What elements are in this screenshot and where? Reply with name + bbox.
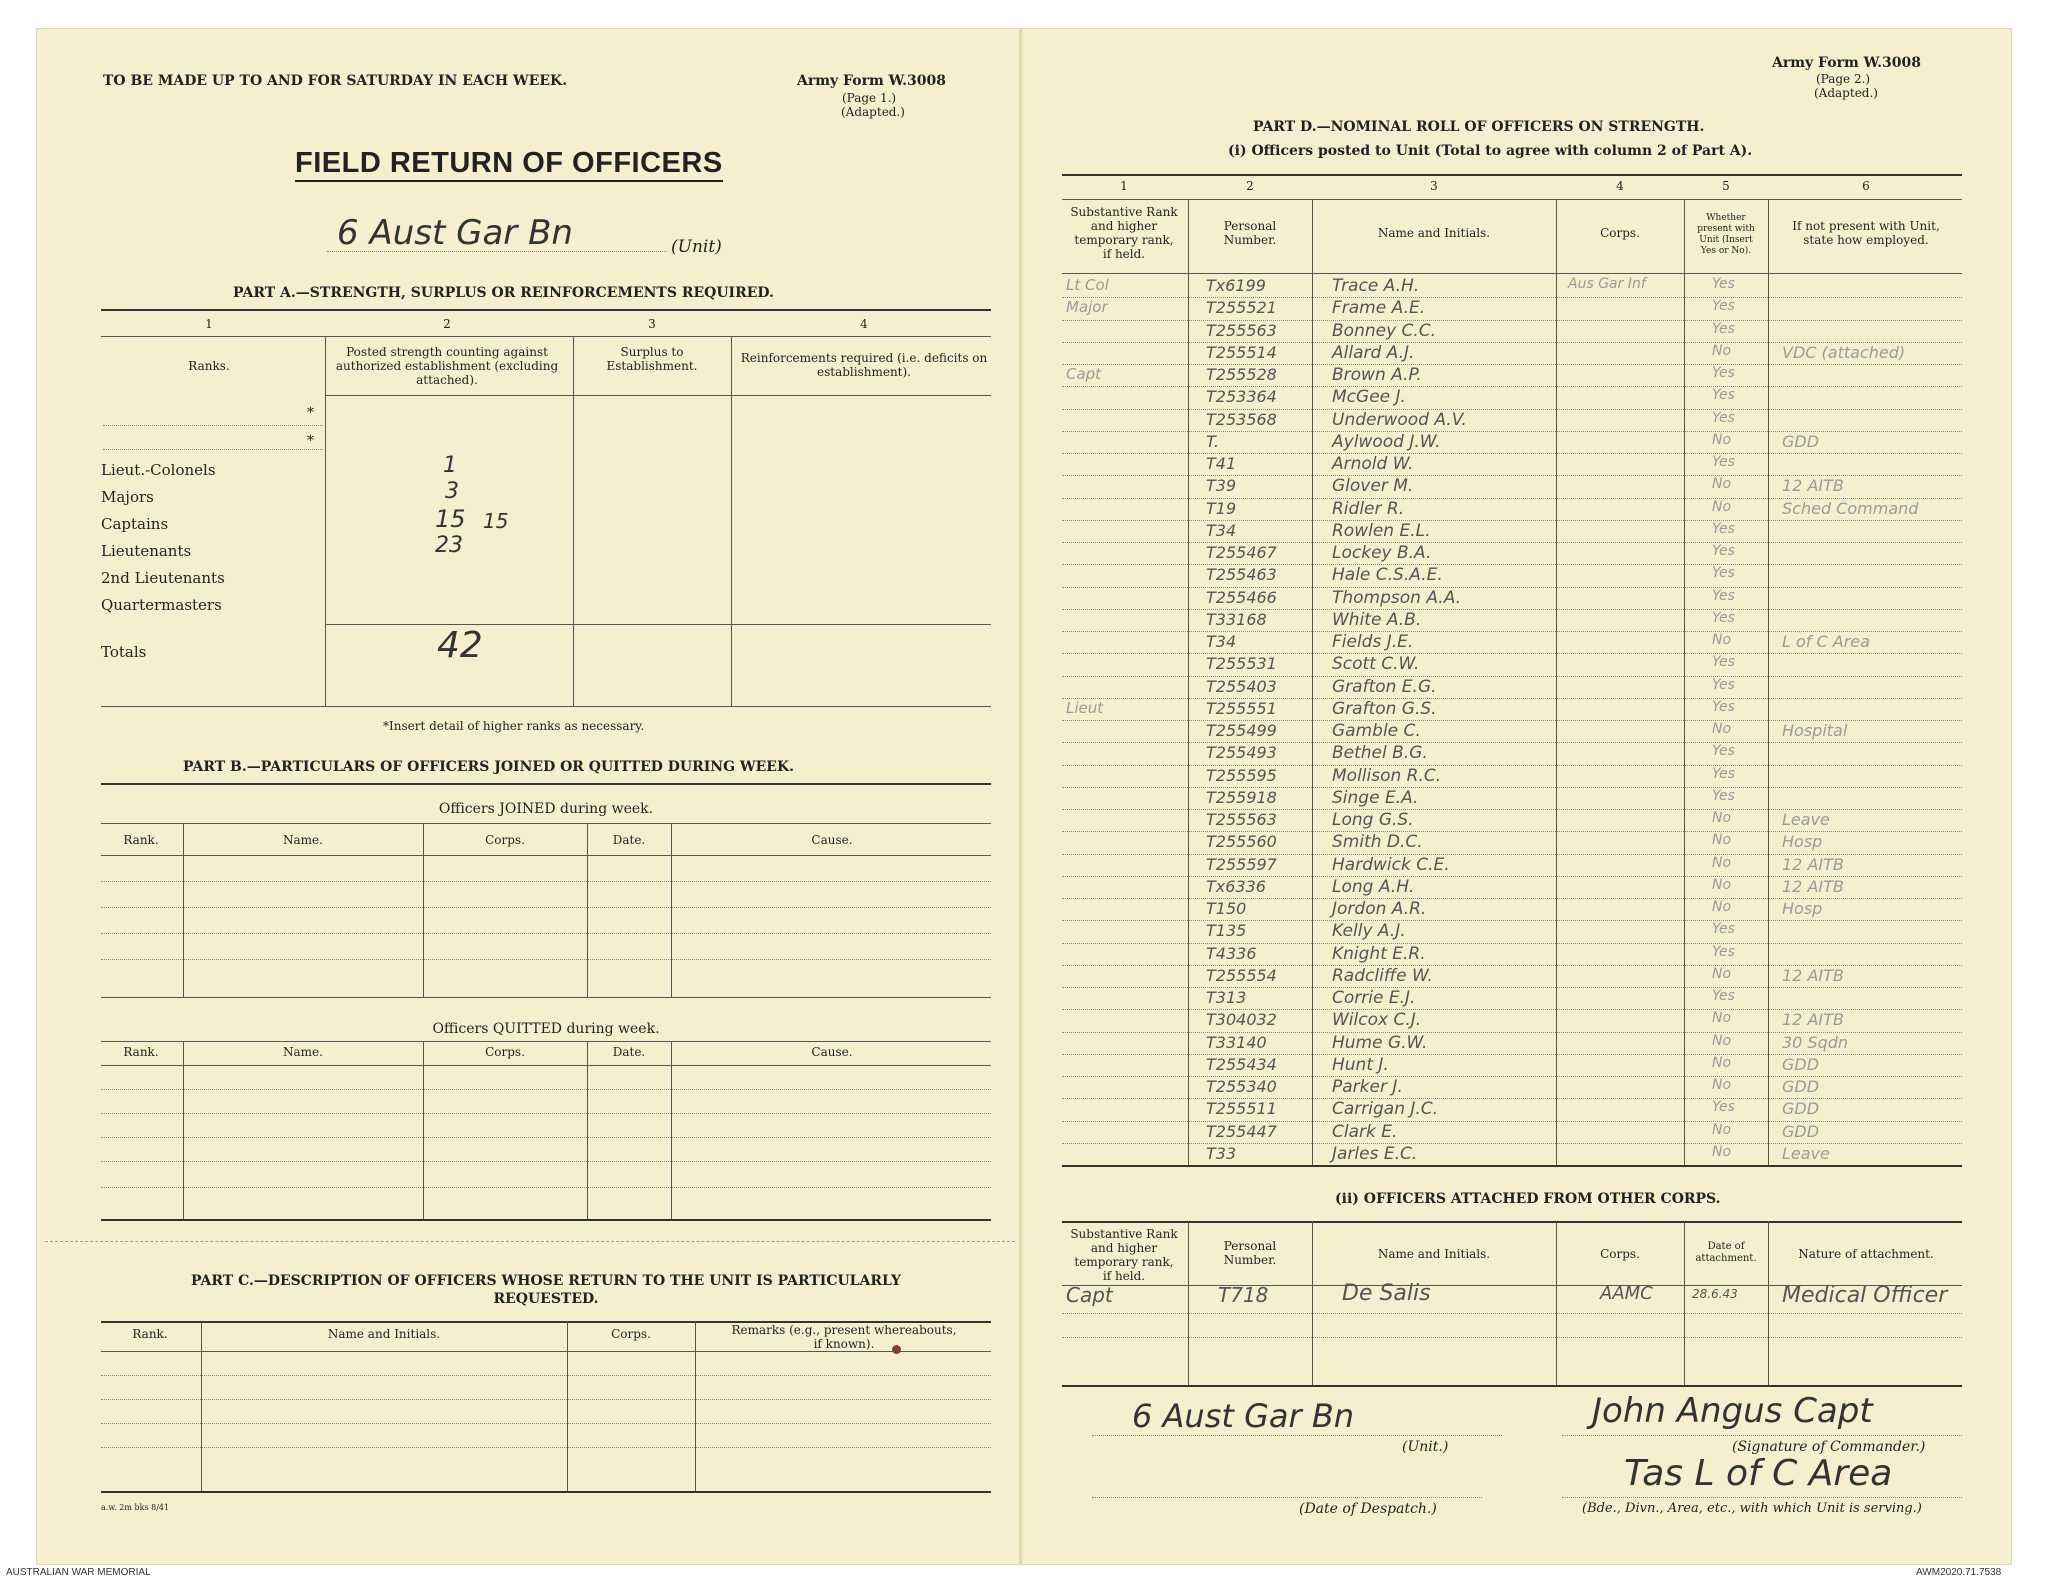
roll-row-line xyxy=(1062,920,1962,921)
roll-row-line xyxy=(1062,987,1962,988)
roll-cell-name: Trace A.H. xyxy=(1332,276,1420,296)
roll-cell-employed: L of C Area xyxy=(1782,632,1870,651)
roll-cell-num: T255551 xyxy=(1206,698,1277,718)
col-number: 2 xyxy=(443,317,451,331)
roll-cell-employed: Leave xyxy=(1782,810,1830,829)
roll-cell-employed: Hosp xyxy=(1782,899,1823,918)
roll-cell-rank: Major xyxy=(1066,298,1108,317)
roll-cell-num: T33168 xyxy=(1206,609,1267,629)
totals-label: Totals xyxy=(101,643,147,661)
form-title: FIELD RETURN OF OFFICERS xyxy=(295,147,723,182)
roll-cell-name: Smith D.C. xyxy=(1332,832,1423,853)
roll-row-line xyxy=(1062,564,1962,565)
roll-cell-employed: 30 Sqdn xyxy=(1782,1032,1849,1052)
roll-cell-name: Bonney C.C. xyxy=(1332,320,1437,341)
roll-cell-present: No xyxy=(1712,632,1732,648)
roll-cell-name: Glover M. xyxy=(1332,476,1414,497)
roll-cell-num: T41 xyxy=(1206,454,1237,473)
roll-cell-present: Yes xyxy=(1712,543,1735,559)
roll-cell-name: Allard A.J. xyxy=(1332,342,1415,363)
roll-cell-present: No xyxy=(1712,431,1732,448)
roll-cell-num: Tx6199 xyxy=(1206,276,1266,295)
roll-cell-num: T33140 xyxy=(1206,1032,1267,1052)
totals-value: 42 xyxy=(437,625,483,666)
roll-cell-num: T4336 xyxy=(1206,943,1257,963)
roll-cell-name: Grafton G.S. xyxy=(1332,698,1437,719)
form-id: Army Form W.3008 xyxy=(797,73,947,89)
roll-cell-num: T253364 xyxy=(1206,387,1277,407)
ink-spot xyxy=(892,1345,901,1354)
roll-cell-name: Hume G.W. xyxy=(1332,1032,1428,1053)
roll-cell-num: T255493 xyxy=(1206,743,1277,763)
joined-title: Officers JOINED during week. xyxy=(438,801,654,817)
roll-cell-present: Yes xyxy=(1712,520,1735,537)
roll-cell-num: T255554 xyxy=(1206,965,1277,985)
rank-label: Majors xyxy=(101,488,154,506)
roll-cell-name: Brown A.P. xyxy=(1332,365,1422,385)
roll-cell-name: Clark E. xyxy=(1332,1121,1398,1142)
roll-cell-name: Knight E.R. xyxy=(1332,943,1426,964)
roll-cell-name: Underwood A.V. xyxy=(1332,409,1467,430)
roll-cell-name: McGee J. xyxy=(1332,387,1406,408)
roll-cell-num: T255560 xyxy=(1206,832,1277,852)
roll-row-line xyxy=(1062,742,1962,743)
roll-cell-present: Yes xyxy=(1712,921,1735,938)
roll-cell-num: T33 xyxy=(1206,1143,1237,1163)
roll-cell-num: T255563 xyxy=(1206,810,1277,829)
rank-label: Lieutenants xyxy=(101,542,192,560)
roll-row-line xyxy=(1062,1054,1962,1055)
header-instruction: TO BE MADE UP TO AND FOR SATURDAY IN EACH WEEK. xyxy=(103,73,568,89)
roll-cell-present: No xyxy=(1712,965,1732,982)
roll-cell-name: Lockey B.A. xyxy=(1332,543,1432,563)
roll-cell-name: Hale C.S.A.E. xyxy=(1332,565,1443,586)
roll-cell-num: T34 xyxy=(1206,632,1237,651)
despatch-label: (Date of Despatch.) xyxy=(1299,1501,1437,1517)
roll-row-line xyxy=(1062,297,1962,298)
posted-value: 15 xyxy=(435,505,466,533)
col-header-ranks: Ranks. xyxy=(188,359,230,373)
attached-nature: Medical Officer xyxy=(1782,1283,1948,1308)
roll-cell-present: Yes xyxy=(1712,698,1735,715)
roll-cell-num: T150 xyxy=(1206,899,1247,918)
roll-row-line xyxy=(1062,1076,1962,1077)
col-number: 1 xyxy=(205,317,213,331)
col-header-surplus: Surplus to Establishment. xyxy=(606,345,698,373)
form-sheet xyxy=(36,28,2012,1565)
roll-cell-employed: VDC (attached) xyxy=(1782,342,1906,362)
roll-cell-num: T255434 xyxy=(1206,1054,1277,1074)
roll-cell-name: Frame A.E. xyxy=(1332,298,1426,319)
part-a-heading: PART A.—STRENGTH, SURPLUS OR REINFORCEMENTS REQUIRED. xyxy=(233,285,774,301)
col-number: 4 xyxy=(860,317,868,331)
roll-row-line xyxy=(1062,364,1962,365)
roll-row-line xyxy=(1062,765,1962,766)
part-b-heading: PART B.—PARTICULARS OF OFFICERS JOINED OR QUITTED DURING WEEK. xyxy=(183,759,795,775)
part-d-subheading: (i) Officers posted to Unit (Total to agree with column 2 of Part A). xyxy=(1228,143,1753,159)
roll-cell-present: Yes xyxy=(1712,787,1735,804)
roll-cell-num: T255447 xyxy=(1206,1121,1277,1141)
roll-cell-num: T135 xyxy=(1206,921,1247,941)
roll-cell-name: Scott C.W. xyxy=(1332,654,1420,675)
roll-cell-employed: 12 AITB xyxy=(1782,1010,1844,1030)
roll-cell-rank: Lieut xyxy=(1066,698,1104,717)
roll-cell-employed: 12 AITB xyxy=(1782,476,1844,496)
attached-name: De Salis xyxy=(1342,1281,1431,1306)
part-d-heading: PART D.—NOMINAL ROLL OF OFFICERS ON STRENGTH. xyxy=(1253,119,1705,135)
roll-cell-num: T255511 xyxy=(1206,1099,1277,1119)
roll-row-line xyxy=(1062,653,1962,654)
roll-row-line xyxy=(1062,831,1962,832)
roll-cell-num: T255528 xyxy=(1206,365,1277,384)
footer-left: AUSTRALIAN WAR MEMORIAL xyxy=(6,1567,151,1578)
roll-cell-present: No xyxy=(1712,876,1732,893)
roll-cell-name: Radcliffe W. xyxy=(1332,965,1433,986)
roll-cell-present: Yes xyxy=(1712,365,1735,381)
roll-row-line xyxy=(1062,409,1962,410)
roll-cell-num: T313 xyxy=(1206,988,1247,1007)
roll-cell-employed: GDD xyxy=(1782,431,1820,451)
roll-cell-name: Wilcox C.J. xyxy=(1332,1010,1422,1031)
page-2: Army Form W.3008 (Page 2.) (Adapted.) PART D.—NOMINAL ROLL OF OFFICERS ON STRENGTH. (i) Officers posted to Unit (Total to agree with column 2 of Part A). 1 2 3 4 5 6 Substantive Rank and higher temporary rank, if held. Personal Number. Name and Initials. Corps. Whether present with Unit (Insert Yes or No). If not present with Unit, state how employed. Lt Col Tx6199 Trace A.H. Aus Gar Inf Yes Major T255521 Frame A.E. Yes T255563 Bonney C.C. Yes T255514 Allard A.J. No VDC (attached) Capt T255528 Brown A.P. Yes T253364 McGee J. Yes T253568 Underwood A.V. Yes T. Aylwood J.W. No GDD T41 Arnold W. Yes T39 Glover M. No 12 AITB T19 Ridler R. No Sched Command T34 Rowlen E.L. Yes T255467 Lockey B.A. Yes T255463 Hale C.S.A.E. Yes T255466 Thompson A.A. Yes T33168 White A.B. Yes T34 Fields J.E. No L of C Area T255531 Scott C.W. Yes T255403 Grafton E.G. Yes Lieut T255551 Grafton G.S. Yes T255499 Gamble C. No Hospital T255493 Bethel B.G. Yes T255595 Mollison R.C. Yes T255918 Singe E.A. Yes T255563 Long G.S. No Leave T255560 Smith D.C. No Hosp T255597 Hardwick C.E. No 12 AITB Tx6336 Long A.H. No 12 AITB T150 Jordon A.R. No Hosp T135 Kelly A.J. Yes T4336 Knight E.R. Yes T255554 Radcliffe W. No 12 AITB T313 Corrie E.J. Yes T304032 Wilcox C.J. No 12 AITB T33140 Hume G.W. No 30 Sqdn T255434 Hunt J. No GDD T255340 Parker J. No GDD T255511 Carrigan J.C. Yes GDD T255447 Clark E. No GDD T33 Jarles E.C. No Leave (ii) OFFICERS ATTACHED FROM OTHER CORPS. Substantive Rank and higher temporary rank, if held. Personal Number. Name and Initials. Corps. Date of attachment. Nature of attachment. Capt T718 De Salis AAMC 28.6.43 Medical Officer 6 Aust Gar Bn (Unit.) John Angus Capt (Signature of Commander.) (Date of Despatch.) Tas L of C Area (Bde., Divn., Area, etc., with which Unit is serving.) xyxy=(1022,29,2011,1564)
roll-cell-num: T39 xyxy=(1206,476,1237,496)
roll-cell-employed: Leave xyxy=(1782,1143,1830,1163)
roll-cell-present: Yes xyxy=(1712,676,1735,693)
roll-cell-present: No xyxy=(1712,721,1732,737)
form-id-2: Army Form W.3008 xyxy=(1772,55,1922,71)
roll-cell-name: Arnold W. xyxy=(1332,454,1414,474)
roll-row-line xyxy=(1062,898,1962,899)
attached-corps: AAMC xyxy=(1600,1283,1653,1304)
print-code: a.w. 2m bks 8/41 xyxy=(101,1503,170,1512)
roll-cell-employed: 12 AITB xyxy=(1782,854,1844,874)
roll-cell-employed: Hospital xyxy=(1782,721,1848,740)
roll-cell-name: Singe E.A. xyxy=(1332,787,1419,808)
roll-cell-name: White A.B. xyxy=(1332,609,1422,630)
surplus-value: 15 xyxy=(483,509,509,533)
roll-cell-num: T255531 xyxy=(1206,654,1277,674)
roll-cell-present: No xyxy=(1712,899,1732,915)
col-number: 3 xyxy=(648,317,656,331)
roll-row-line xyxy=(1062,542,1962,543)
roll-row-line xyxy=(1062,431,1962,432)
roll-cell-employed: Hosp xyxy=(1782,832,1823,852)
page-note: (Page 1.) xyxy=(842,91,897,105)
roll-cell-num: T253568 xyxy=(1206,409,1277,429)
roll-cell-present: No xyxy=(1712,832,1732,849)
roll-row-line xyxy=(1062,1098,1962,1099)
unit-label: (Unit) xyxy=(671,237,722,257)
roll-cell-num: T255403 xyxy=(1206,676,1277,696)
roll-cell-name: Ridler R. xyxy=(1332,498,1405,519)
roll-cell-name: Carrigan J.C. xyxy=(1332,1099,1439,1120)
roll-cell-name: Long G.S. xyxy=(1332,810,1414,830)
roll-cell-name: Bethel B.G. xyxy=(1332,743,1428,764)
roll-cell-corps: Aus Gar Inf xyxy=(1568,276,1646,292)
roll-cell-present: No xyxy=(1712,854,1732,871)
attached-heading: (ii) OFFICERS ATTACHED FROM OTHER CORPS. xyxy=(1335,1191,1721,1207)
roll-cell-name: Kelly A.J. xyxy=(1332,921,1406,942)
roll-cell-present: Yes xyxy=(1712,765,1735,782)
roll-cell-name: Long A.H. xyxy=(1332,876,1415,897)
footnote: *Insert detail of higher ranks as necessary. xyxy=(383,719,645,733)
roll-cell-num: T34 xyxy=(1206,520,1237,540)
unit-label-2: (Unit.) xyxy=(1402,1439,1449,1455)
roll-row-line xyxy=(1062,787,1962,788)
roll-cell-present: No xyxy=(1712,1010,1732,1027)
roll-cell-present: No xyxy=(1712,498,1732,515)
roll-cell-num: T255467 xyxy=(1206,543,1277,562)
roll-cell-name: Parker J. xyxy=(1332,1077,1403,1097)
roll-cell-present: Yes xyxy=(1712,1099,1735,1116)
footer-right: AWM2020.71.7538 xyxy=(1916,1567,2002,1578)
rank-label: Lieut.-Colonels xyxy=(101,461,216,479)
attached-rank: Capt xyxy=(1066,1283,1113,1307)
col-header-posted: Posted strength counting against authorized establishment (excluding attached). xyxy=(335,345,559,387)
roll-cell-present: No xyxy=(1712,476,1732,493)
part-c-heading: PART C.—DESCRIPTION OF OFFICERS WHOSE RETURN TO THE UNIT IS PARTICULARLY xyxy=(191,1273,901,1289)
roll-cell-rank: Capt xyxy=(1066,365,1102,383)
roll-cell-present: No xyxy=(1712,1054,1732,1071)
posted-value: 3 xyxy=(445,479,459,504)
roll-row-line xyxy=(1062,453,1962,454)
roll-cell-num: T255595 xyxy=(1206,765,1277,785)
roll-cell-present: Yes xyxy=(1712,565,1735,582)
roll-cell-name: Mollison R.C. xyxy=(1332,765,1442,786)
roll-cell-present: No xyxy=(1712,810,1732,826)
roll-cell-num: T255597 xyxy=(1206,854,1277,874)
roll-cell-employed: GDD xyxy=(1782,1121,1820,1141)
roll-cell-employed: GDD xyxy=(1782,1099,1820,1119)
roll-cell-present: No xyxy=(1712,342,1732,359)
roll-cell-rank: Lt Col xyxy=(1066,276,1109,294)
roll-cell-num: T255563 xyxy=(1206,320,1277,340)
page-1: TO BE MADE UP TO AND FOR SATURDAY IN EACH WEEK. Army Form W.3008 (Page 1.) (Adapted.) FIELD RETURN OF OFFICERS 6 Aust Gar Bn (Unit) PART A.—STRENGTH, SURPLUS OR REINFORCEMENTS REQUIRED. 1 2 3 4 Ranks. Posted strength counting against authorized establishment (excluding attached). Surplus to Establishment. Reinforcements required (i.e. deficits on establishment). * * Lieut.-Colonels Majors Captains Lieutenants 2nd Lieutenants Quartermasters 1 3 15 15 23 Totals 42 *Insert detail of higher ranks as necessary. PART B.—PARTICULARS OF OFFICERS JOINED OR QUITTED DURING WEEK. Officers JOINED during week. Rank. Name. Corps. Date. Cause. Officers QUITTED during week. Rank. Name. Corps. Date. Cause. PART C.—DESCRIPTION OF OFFICERS WHOSE RETURN TO THE UNIT IS PARTICULARLY REQUESTED. Rank. Name and Initials. Corps. Remarks (e.g., present whereabouts, if known). a.w. 2m bks 8/41 xyxy=(37,29,1019,1564)
roll-cell-name: Hunt J. xyxy=(1332,1054,1389,1075)
roll-cell-present: Yes xyxy=(1712,387,1735,404)
roll-cell-name: Fields J.E. xyxy=(1332,632,1414,652)
rank-label: Quartermasters xyxy=(101,596,222,614)
roll-row-line xyxy=(1062,587,1962,588)
col-header-reinforcements: Reinforcements required (i.e. deficits on establishment). xyxy=(740,351,988,379)
roll-cell-present: Yes xyxy=(1712,298,1735,315)
roll-row-line xyxy=(1062,386,1962,387)
roll-cell-present: Yes xyxy=(1712,409,1735,426)
roll-row-line xyxy=(1062,1121,1962,1122)
quitted-title: Officers QUITTED during week. xyxy=(432,1021,660,1037)
page-note-2: (Page 2.) xyxy=(1816,72,1871,86)
roll-cell-num: T255340 xyxy=(1206,1077,1277,1096)
roll-cell-num: T255499 xyxy=(1206,721,1277,740)
roll-cell-present: Yes xyxy=(1712,743,1735,760)
rank-label: 2nd Lieutenants xyxy=(101,569,225,587)
roll-cell-present: Yes xyxy=(1712,988,1735,1004)
roll-cell-present: Yes xyxy=(1712,320,1735,337)
roll-cell-present: No xyxy=(1712,1143,1732,1160)
roll-cell-num: Tx6336 xyxy=(1206,876,1266,896)
posted-value: 1 xyxy=(443,453,457,478)
roll-row-line xyxy=(1062,676,1962,677)
roll-cell-name: Rowlen E.L. xyxy=(1332,520,1431,541)
roll-cell-employed: GDD xyxy=(1782,1077,1820,1096)
roll-cell-employed: 12 AITB xyxy=(1782,876,1844,896)
roll-cell-present: No xyxy=(1712,1077,1732,1093)
roll-cell-num: T255514 xyxy=(1206,342,1277,362)
roll-cell-name: Gamble C. xyxy=(1332,721,1421,741)
roll-cell-present: Yes xyxy=(1712,454,1735,470)
roll-cell-num: T. xyxy=(1206,431,1219,451)
roll-cell-employed: Sched Command xyxy=(1782,498,1919,518)
roll-cell-present: No xyxy=(1712,1121,1732,1138)
roll-cell-present: No xyxy=(1712,1032,1732,1049)
attached-number: T718 xyxy=(1218,1283,1269,1307)
commander-signature: John Angus Capt xyxy=(1592,1391,1873,1431)
roll-row-line xyxy=(1062,698,1962,699)
unit-handwritten: 6 Aust Gar Bn xyxy=(337,213,573,253)
roll-cell-present: Yes xyxy=(1712,587,1735,604)
adapted-note-2: (Adapted.) xyxy=(1814,86,1878,100)
roll-cell-name: Grafton E.G. xyxy=(1332,676,1437,697)
roll-cell-employed: 12 AITB xyxy=(1782,965,1844,985)
roll-row-line xyxy=(1062,520,1962,521)
area-label: (Bde., Divn., Area, etc., with which Unit is serving.) xyxy=(1582,1501,1922,1516)
roll-cell-name: Corrie E.J. xyxy=(1332,988,1416,1008)
rank-label: Captains xyxy=(101,515,169,533)
roll-row-line xyxy=(1062,609,1962,610)
roll-cell-present: Yes xyxy=(1712,654,1735,671)
area-handwritten: Tas L of C Area xyxy=(1624,1453,1893,1494)
adapted-note: (Adapted.) xyxy=(841,105,905,119)
roll-cell-num: T255466 xyxy=(1206,587,1277,607)
roll-row-line xyxy=(1062,320,1962,321)
roll-cell-name: Thompson A.A. xyxy=(1332,587,1462,608)
roll-cell-name: Hardwick C.E. xyxy=(1332,854,1450,875)
unit-handwritten-2: 6 Aust Gar Bn xyxy=(1132,1397,1355,1435)
roll-cell-name: Jarles E.C. xyxy=(1332,1143,1418,1164)
part-c-heading-2: REQUESTED. xyxy=(493,1291,599,1307)
roll-cell-employed: GDD xyxy=(1782,1054,1820,1074)
roll-cell-num: T255463 xyxy=(1206,565,1277,585)
attached-date: 28.6.43 xyxy=(1692,1287,1738,1301)
roll-cell-present: Yes xyxy=(1712,609,1735,626)
roll-cell-name: Aylwood J.W. xyxy=(1332,431,1441,452)
roll-cell-name: Jordon A.R. xyxy=(1332,899,1427,919)
roll-cell-num: T255918 xyxy=(1206,787,1277,807)
roll-cell-present: Yes xyxy=(1712,276,1735,292)
signature-label: (Signature of Commander.) xyxy=(1732,1439,1926,1455)
roll-row-line xyxy=(1062,943,1962,944)
posted-value: 23 xyxy=(435,533,463,558)
roll-cell-num: T255521 xyxy=(1206,298,1277,318)
roll-cell-num: T19 xyxy=(1206,498,1237,518)
roll-cell-present: Yes xyxy=(1712,943,1735,960)
roll-cell-num: T304032 xyxy=(1206,1010,1277,1030)
